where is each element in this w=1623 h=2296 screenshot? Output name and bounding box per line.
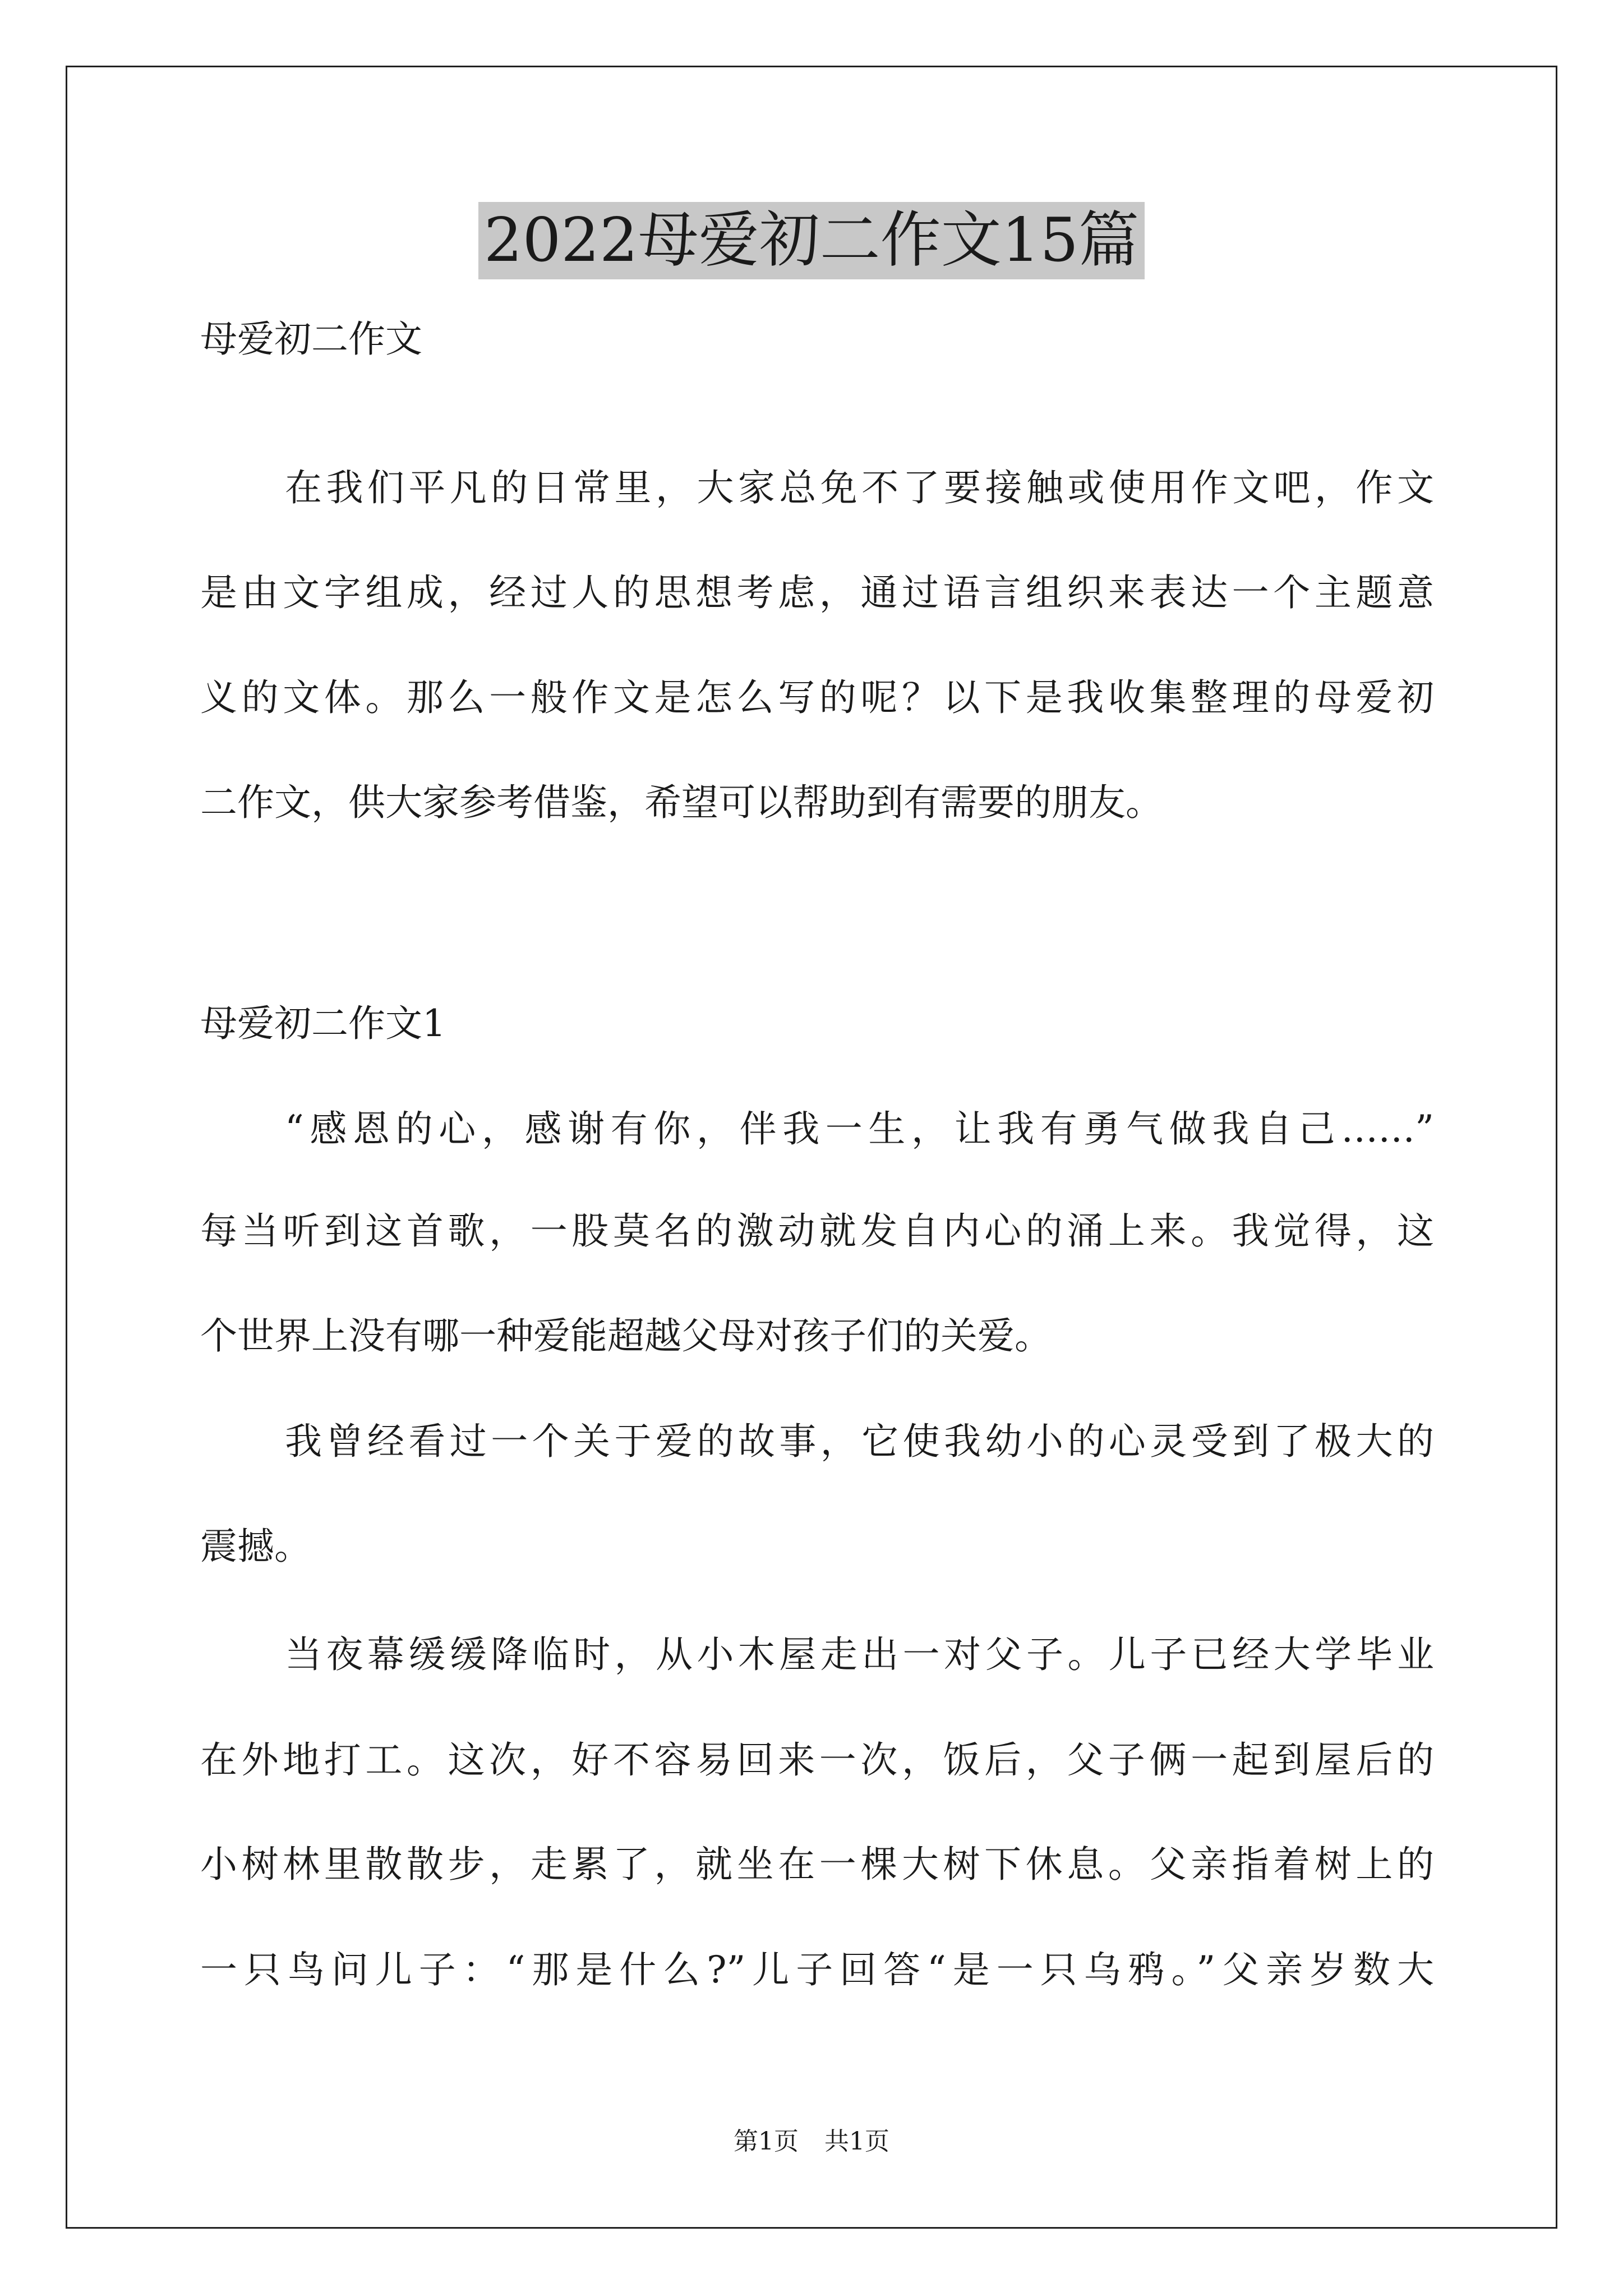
- essay1-para1-line-2: 每当听到这首歌，一股莫名的激动就发自内心的涌上来。我觉得，这: [200, 1209, 1434, 1253]
- intro-heading: 母爱初二作文: [200, 318, 422, 361]
- essay1-heading: 母爱初二作文1: [200, 1002, 446, 1045]
- title-container: [0, 202, 1623, 279]
- document-title: 2022母爱初二作文15篇: [478, 202, 1145, 279]
- essay1-para3-line-3: 小树林里散散步，走累了，就坐在一棵大树下休息。父亲指着树上的: [200, 1843, 1434, 1886]
- essay1-para1-line-1: “感恩的心，感谢有你，伴我一生，让我有勇气做我自己……”: [285, 1107, 1434, 1151]
- intro-line-2: 是由文字组成，经过人的思想考虑，通过语言组织来表达一个主题意: [200, 571, 1434, 614]
- essay1-para3-line-1: 当夜幕缓缓降临时，从小木屋走出一对父子。儿子已经大学毕业: [285, 1633, 1434, 1676]
- page-total: 共1页: [824, 2127, 889, 2156]
- essay1-para2-line-2: 震撼。: [200, 1525, 311, 1568]
- intro-line-1: 在我们平凡的日常里，大家总免不了要接触或使用作文吧，作文: [285, 466, 1434, 509]
- page-number: 第1页: [734, 2127, 799, 2156]
- essay1-para3-line-4: 一只鸟问儿子：“那是什么?”儿子回答“是一只乌鸦。”父亲岁数大: [200, 1948, 1434, 1991]
- essay1-para1-line-3: 个世界上没有哪一种爱能超越父母对孩子们的关爱。: [200, 1314, 1052, 1358]
- page-footer: [0, 2125, 1623, 2159]
- essay1-para2-line-1: 我曾经看过一个关于爱的故事，它使我幼小的心灵受到了极大的: [285, 1420, 1434, 1463]
- intro-line-4: 二作文，供大家参考借鉴，希望可以帮助到有需要的朋友。: [200, 781, 1163, 824]
- intro-line-3: 义的文体。那么一般作文是怎么写的呢？以下是我收集整理的母爱初: [200, 676, 1434, 719]
- essay1-para3-line-2: 在外地打工。这次，好不容易回来一次，饭后，父子俩一起到屋后的: [200, 1738, 1434, 1782]
